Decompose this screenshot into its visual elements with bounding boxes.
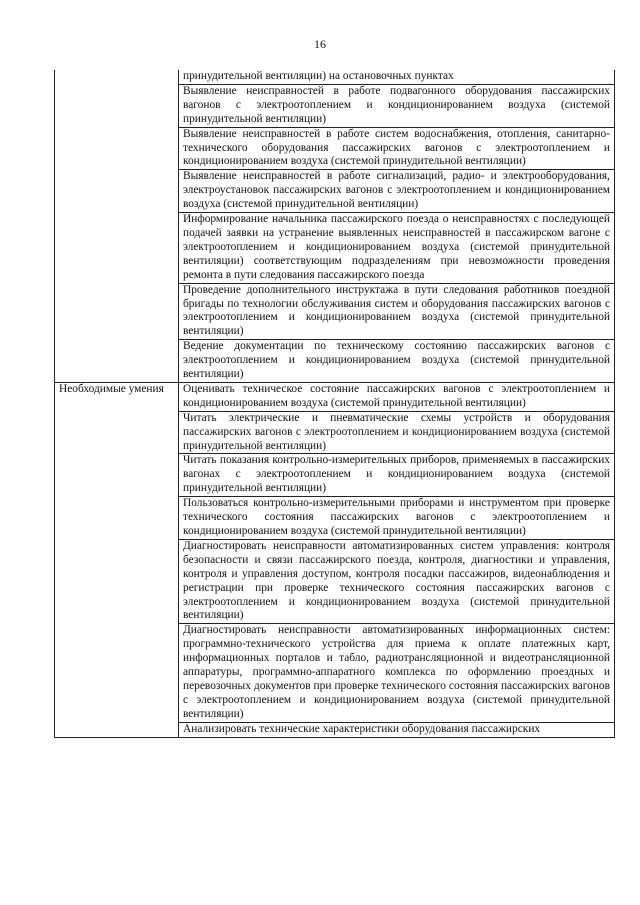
table-cell-skill: Диагностировать неисправности автоматизированных информационных систем: программно-технического устройства для приема к оплате платежных карт, информационных порталов и табло, радиотрансляционной и видеотрансляционной аппаратуры, программно-аппаратного комплекса по оформлению проездных и перевозочных документов при проверке технического состояния пассажирских вагонов с электроотоплением и кондиционированием воздуха (системой принудительной вентиляции) (179, 624, 615, 722)
table-cell-skill: Читать электрические и пневматические схемы устройств и оборудования пассажирских вагонов с электроотоплением и кондиционированием воздуха (системой принудительной вентиляции) (179, 411, 615, 454)
table-row (55, 70, 615, 84)
table-row (55, 382, 615, 411)
table-cell-action: Проведение дополнительного инструктажа в пути следования работников поездной бригады по технологии обслуживания систем и оборудования пассажирских вагонов с электроотоплением и кондиционированием воздуха (системой принудительной вентиляции) (179, 283, 615, 340)
page-number: 16 (314, 37, 326, 51)
label-cell-skills: Необходимые умения (55, 382, 179, 737)
competency-table (54, 70, 615, 738)
table-cell-action: Выявление неисправностей в работе подвагонного оборудования пассажирских вагонов с электроотоплением и кондиционированием воздуха (системой принудительной вентиляции) (179, 84, 615, 127)
table-cell-skill: Читать показания контрольно-измерительных приборов, применяемых в пассажирских вагонах с электроотоплением и кондиционированием воздуха (системой принудительной вентиляции) (179, 454, 615, 497)
table-cell-skill: Анализировать технические характеристики оборудования пассажирских (179, 722, 615, 737)
table-cell-action: принудительной вентиляции) на остановочных пунктах (179, 70, 615, 84)
table-cell-action: Ведение документации по техническому состоянию пассажирских вагонов с электроотоплением и кондиционированием воздуха (системой принудительной вентиляции) (179, 340, 615, 383)
table-cell-action: Выявление неисправностей в работе систем водоснабжения, отопления, санитарно-технического оборудования пассажирских вагонов с электроотоплением и кондиционированием воздуха (системой принудительной вентиляции) (179, 127, 615, 170)
table-cell-action: Информирование начальника пассажирского поезда о неисправностях с последующей подачей заявки на устранение выявленных неисправностей в пассажирском вагоне с электроотоплением и кондиционированием воздуха (системой принудительной вентиляции) соответствующим подразделениям при невозможности проведения ремонта в пути следования пассажирского поезда (179, 213, 615, 284)
label-cell-empty (55, 70, 179, 382)
table-cell-skill: Пользоваться контрольно-измерительными приборами и инструментом при проверке технического состояния пассажирских вагонов с электроотоплением и кондиционированием воздуха (системой принудительной вентиляции) (179, 497, 615, 540)
table-cell-skill: Диагностировать неисправности автоматизированных систем управления: контроля безопасности и связи пассажирского поезда, контроля, диагностики и управления, контроля и управления доступом, контроля посадки пассажиров, видеонаблюдения и регистрации при проверке технического состояния пассажирских вагонов с электроотоплением и кондиционированием воздуха (системой принудительной вентиляции) (179, 539, 615, 623)
table-cell-action: Выявление неисправностей в работе сигнализаций, радио- и электрооборудования, электроустановок пассажирских вагонов с электроотоплением и кондиционированием воздуха (системой принудительной вентиляции) (179, 170, 615, 213)
table-cell-skill: Оценивать техническое состояние пассажирских вагонов с электроотоплением и кондиционированием воздуха (системой принудительной вентиляции) (179, 382, 615, 411)
